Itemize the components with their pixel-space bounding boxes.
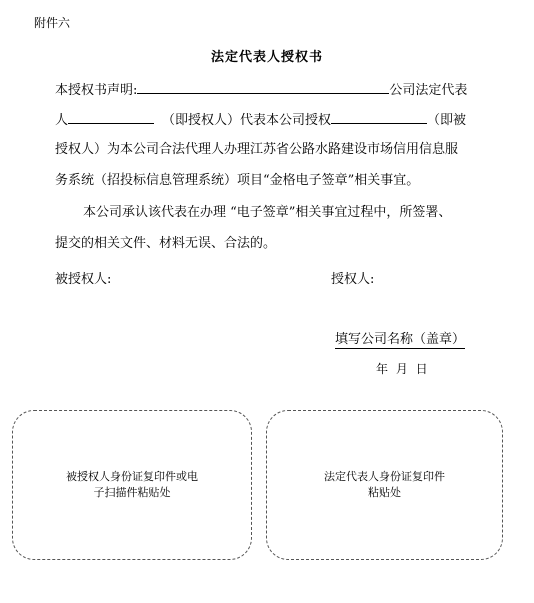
company-stamp-line: 填写公司名称（盖章） xyxy=(335,328,465,349)
paragraph1-line1 xyxy=(55,80,467,99)
grantor-name-blank[interactable] xyxy=(68,110,154,124)
right-box-text-line1: 法定代表人身份证复印件 xyxy=(324,470,445,483)
document-title: 法定代表人授权书 xyxy=(210,50,323,65)
company-name-blank[interactable] xyxy=(137,80,389,94)
legal-rep-id-paste-area xyxy=(266,410,503,560)
right-box-text-line2: 粘贴处 xyxy=(368,486,401,499)
paragraph1-line2 xyxy=(55,110,466,129)
paragraph1-line3: 授权人）为本公司合法代理人办理江苏省公路水路建设市场信用信息服 xyxy=(55,142,459,157)
left-box-text-line1: 被授权人身份证复印件或电 xyxy=(66,470,198,483)
grantee-id-paste-area xyxy=(12,410,252,560)
line2-mid: （即授权人）代表本公司授权 xyxy=(162,113,332,128)
legal-rep-suffix: 公司法定代表 xyxy=(389,83,468,98)
paragraph2-line2: 提交的相关文件、材料无误、合法的。 xyxy=(55,236,277,251)
grantee-label: 被授权人: xyxy=(55,272,112,287)
paragraph1-line4: 务系统（招投标信息管理系统）项目“金格电子签章”相关事宜。 xyxy=(55,173,420,188)
grantee-name-blank[interactable] xyxy=(331,110,427,124)
grantor-label: 授权人: xyxy=(331,272,375,287)
declaration-prefix: 本授权书声明: xyxy=(55,83,138,98)
line2-prefix: 人 xyxy=(55,113,69,128)
line2-suffix: （即被 xyxy=(427,113,467,128)
date-line: 年 月 日 xyxy=(376,362,428,376)
paragraph2-line1: 本公司承认该代表在办理 “电子签章”相关事宜过程中，所签署、 xyxy=(83,205,452,220)
left-box-text-line2: 子扫描件粘贴处 xyxy=(93,486,171,499)
attachment-label: 附件六 xyxy=(34,16,71,30)
